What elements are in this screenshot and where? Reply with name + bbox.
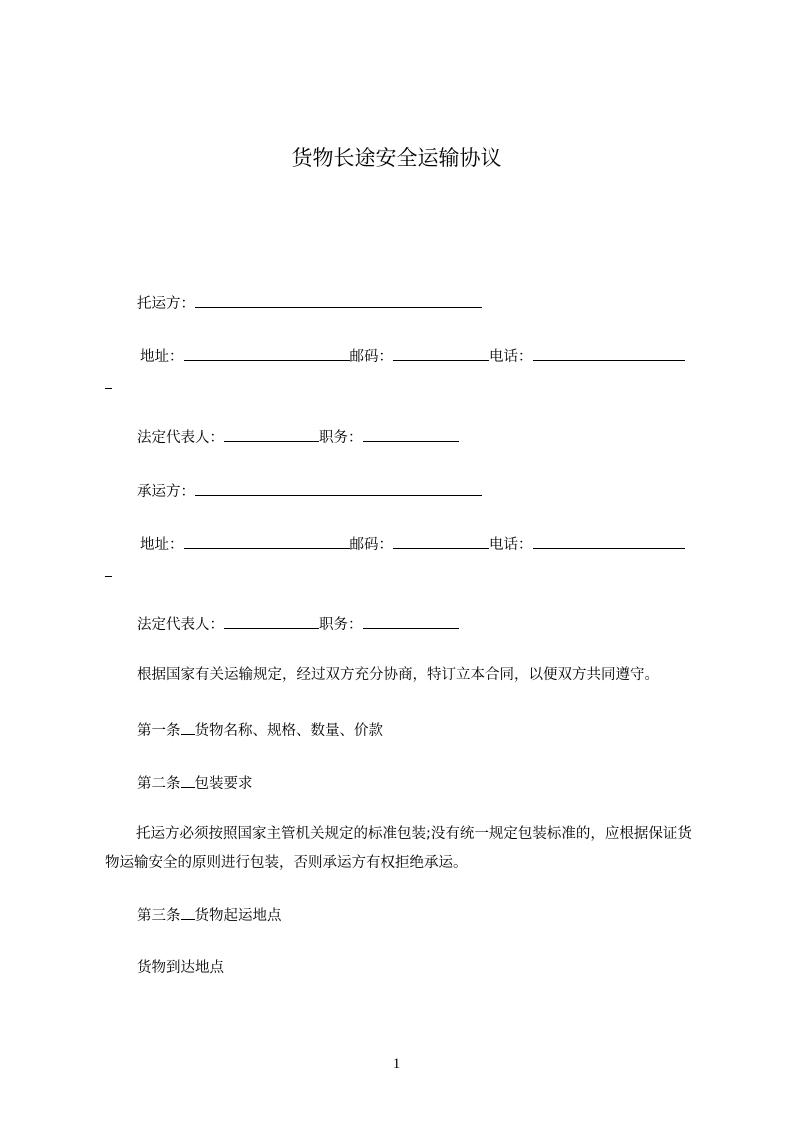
consignor-position-label: 职务： — [319, 430, 363, 446]
article-1-text: 货物名称、规格、数量、价款 — [194, 723, 383, 739]
carrier-rep-blank — [224, 613, 319, 629]
intro-paragraph: 根据国家有关运输规定，经过双方充分协商，特订立本合同，以便双方共同遵守。 — [137, 667, 659, 683]
carrier-line — [137, 480, 482, 502]
article-2-text: 包装要求 — [194, 776, 253, 792]
consignor-rep-label: 法定代表人： — [137, 430, 224, 446]
consignor-line — [137, 292, 482, 314]
consignor-address-blank — [184, 345, 350, 361]
article-2-prefix: 第二条 — [137, 776, 181, 792]
carrier-position-label: 职务： — [319, 617, 363, 633]
article-3-text: 货物起运地点 — [194, 908, 282, 924]
carrier-blank — [195, 480, 482, 496]
carrier-phone-overflow-blank — [105, 561, 112, 577]
consignor-postcode-label: 邮码： — [349, 349, 393, 365]
consignor-address-label: 地址： — [140, 349, 184, 365]
article-3-prefix: 第三条 — [137, 908, 181, 924]
carrier-address-line — [140, 533, 685, 555]
consignor-rep-line — [137, 426, 459, 448]
consignor-postcode-blank — [393, 345, 489, 361]
carrier-label: 承运方： — [137, 484, 195, 500]
consignor-address-line — [140, 345, 685, 367]
consignor-label: 托运方： — [137, 296, 195, 312]
carrier-rep-line — [137, 613, 459, 635]
carrier-postcode-blank — [393, 533, 489, 549]
consignor-position-blank — [363, 426, 459, 442]
carrier-phone-overflow — [105, 561, 112, 583]
page-number: 1 — [392, 1056, 401, 1072]
article-3-gap — [181, 904, 195, 920]
consignor-phone-overflow — [105, 373, 112, 395]
article-2 — [137, 772, 253, 794]
article-2-body: 托运方必须按照国家主管机关规定的标准包装;没有统一规定包装标准的，应根据保证货物运输安全的原则进行包装，否则承运方有权拒绝承运。 — [105, 826, 692, 871]
carrier-address-blank — [184, 533, 350, 549]
article-1-gap — [181, 719, 195, 735]
article-1 — [137, 719, 383, 741]
carrier-phone-blank — [533, 533, 685, 549]
consignor-phone-overflow-blank — [105, 373, 112, 389]
article-3 — [137, 904, 282, 926]
article-2-gap — [181, 772, 195, 788]
carrier-address-label: 地址： — [140, 537, 184, 553]
arrival-point: 货物到达地点 — [137, 960, 224, 976]
document-title: 货物长途安全运输协议 — [291, 146, 502, 170]
article-1-prefix: 第一条 — [137, 723, 181, 739]
consignor-blank — [195, 292, 482, 308]
consignor-rep-blank — [224, 426, 319, 442]
carrier-rep-label: 法定代表人： — [137, 617, 224, 633]
carrier-position-blank — [363, 613, 459, 629]
consignor-phone-label: 电话： — [489, 349, 533, 365]
carrier-postcode-label: 邮码： — [349, 537, 393, 553]
consignor-phone-blank — [533, 345, 685, 361]
carrier-phone-label: 电话： — [489, 537, 533, 553]
